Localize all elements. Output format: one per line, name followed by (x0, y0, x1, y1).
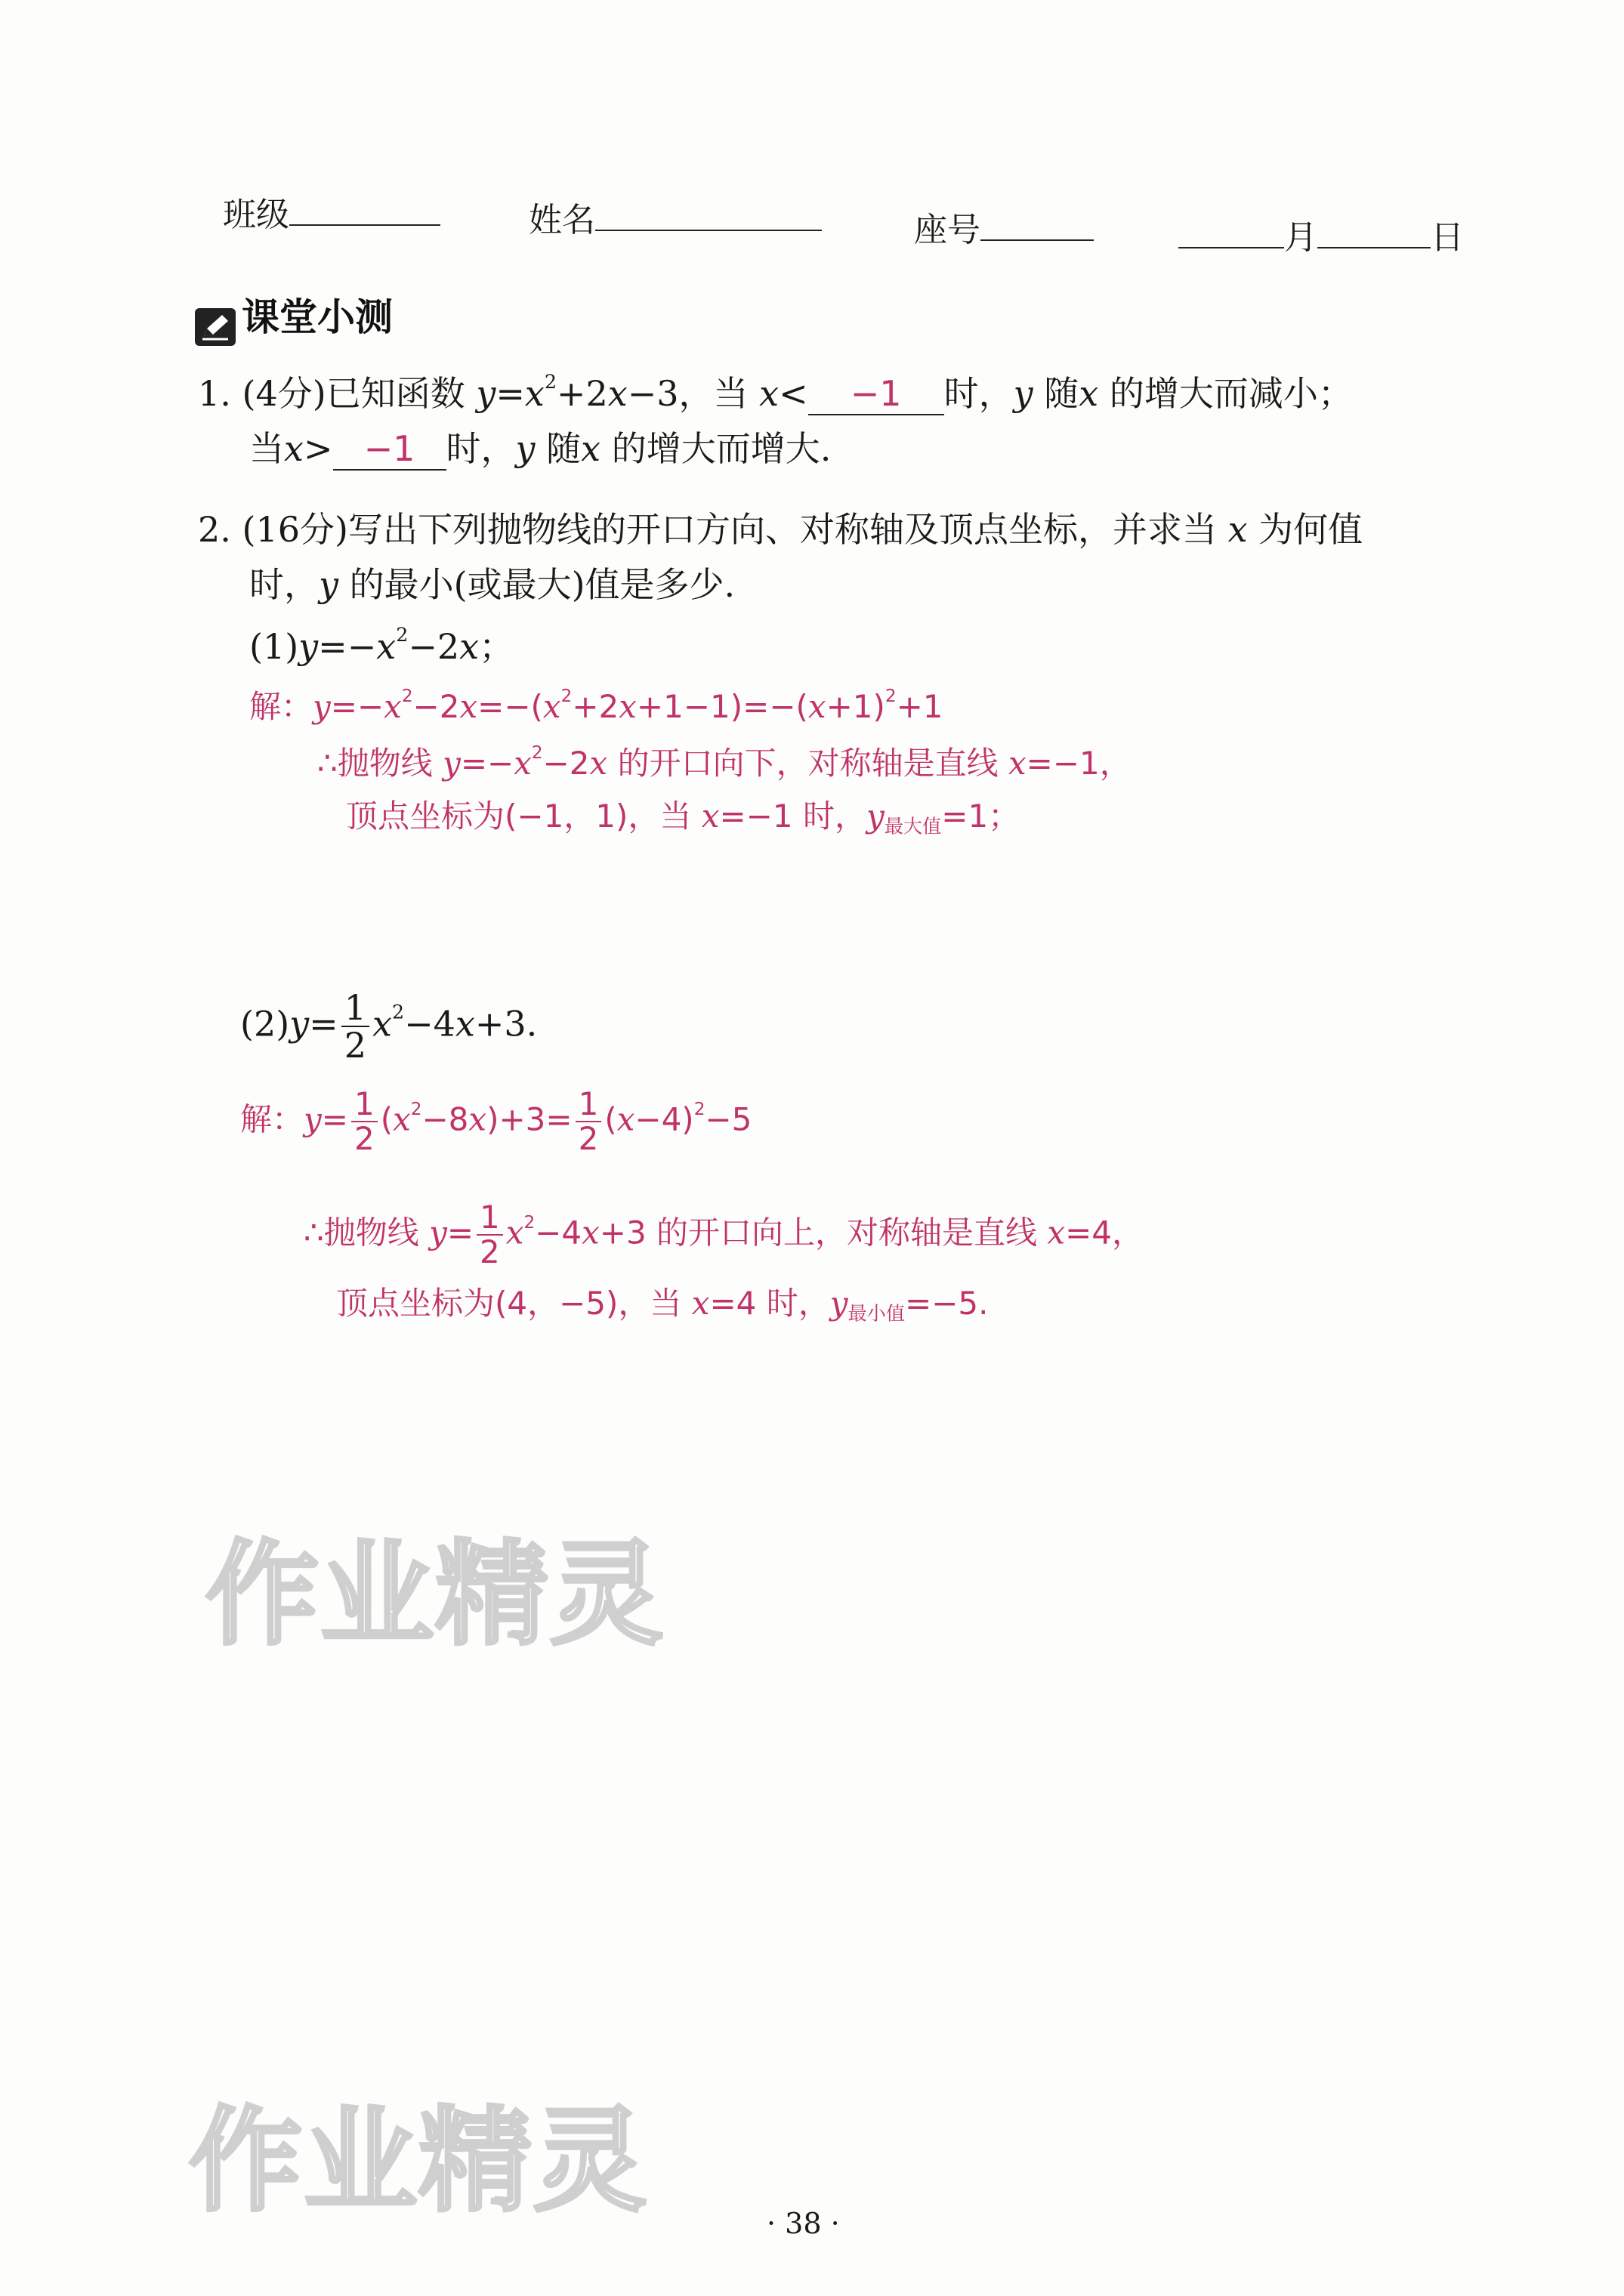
solution2-line2: ∴抛物线 y= $\frac{1}{2}$ $x^2-4x+3$ 的开口向上，对称轴是直线 x=4， (304, 1199, 1144, 1271)
q2-part1: $(1)y=-x^2-2x$； (249, 624, 514, 667)
solution1-line3: 顶点坐标为(−1，1)，当 x=−1 时，$y_{最大值}=1$； (346, 798, 1020, 838)
q1-line2: 当x> −1 时，y 随x 的增大而增大. (249, 428, 832, 469)
q2-part2: (2)y= $\frac{1}{2}$ $x^2-4x+3$. (240, 987, 538, 1066)
pencil-icon (195, 308, 236, 346)
date-field (1178, 210, 1464, 258)
q1-line1: 1. (4分)已知函数 $y=x^2+2x-3$，当 x< −1 时，y 随x 的增大而减小； (198, 371, 1353, 414)
solution2-line1: 解：y= $\frac{1}{2}$ $(x^2-8x)+3=$ $\frac{1}{2}$ $(x-4)^2-5$ (240, 1085, 752, 1158)
class-field (223, 187, 440, 236)
q2-number: 2. (198, 509, 231, 550)
q1-answer-1: −1 (850, 373, 902, 414)
watermark-logo-1: 作业精灵 (205, 1529, 665, 1661)
seat-field (914, 202, 1094, 251)
month-blank[interactable] (1178, 241, 1284, 248)
solution2-line3: 顶点坐标为(4，−5)，当 x=4 时，$y_{最小值}=-5$. (336, 1285, 989, 1325)
page-number: · 38 · (767, 2207, 840, 2240)
day-label: 日 (1431, 218, 1464, 257)
month-label: 月 (1284, 218, 1317, 257)
section-heading (195, 287, 393, 346)
q2-line2: 时，y 的最小(或最大)值是多少. (249, 564, 736, 605)
name-label: 姓名 (529, 201, 595, 239)
day-blank[interactable] (1317, 241, 1431, 248)
q1-number: 1. (198, 373, 231, 414)
solution1-line2: ∴抛物线 $y=-x^2-2x$ 的开口向下，对称轴是直线 x=−1， (317, 743, 1132, 782)
seat-blank[interactable] (980, 233, 1094, 241)
q1-text: 已知函数 (326, 373, 465, 414)
q1-score: (4分) (242, 373, 326, 414)
q2-score: (16分) (242, 509, 348, 550)
seat-label: 座号 (914, 211, 980, 249)
solution1-line1: 解：$y=-x^2-2x=-(x^2+2x+1-1)=-(x+1)^2+1$ (249, 687, 943, 725)
name-field (529, 193, 822, 241)
q1-answer-2: −1 (363, 428, 415, 469)
q2-line1: 2. (16分)写出下列抛物线的开口方向、对称轴及顶点坐标，并求当 x 为何值 (198, 509, 1363, 550)
class-label: 班级 (223, 196, 289, 234)
watermark-logo-2: 作业精灵 (189, 2096, 649, 2227)
class-blank[interactable] (289, 218, 440, 226)
q1-answer-blank-1[interactable] (808, 373, 944, 415)
section-title: 课堂小测 (242, 295, 393, 339)
name-blank[interactable] (595, 224, 822, 231)
q1-answer-blank-2[interactable] (333, 428, 446, 471)
